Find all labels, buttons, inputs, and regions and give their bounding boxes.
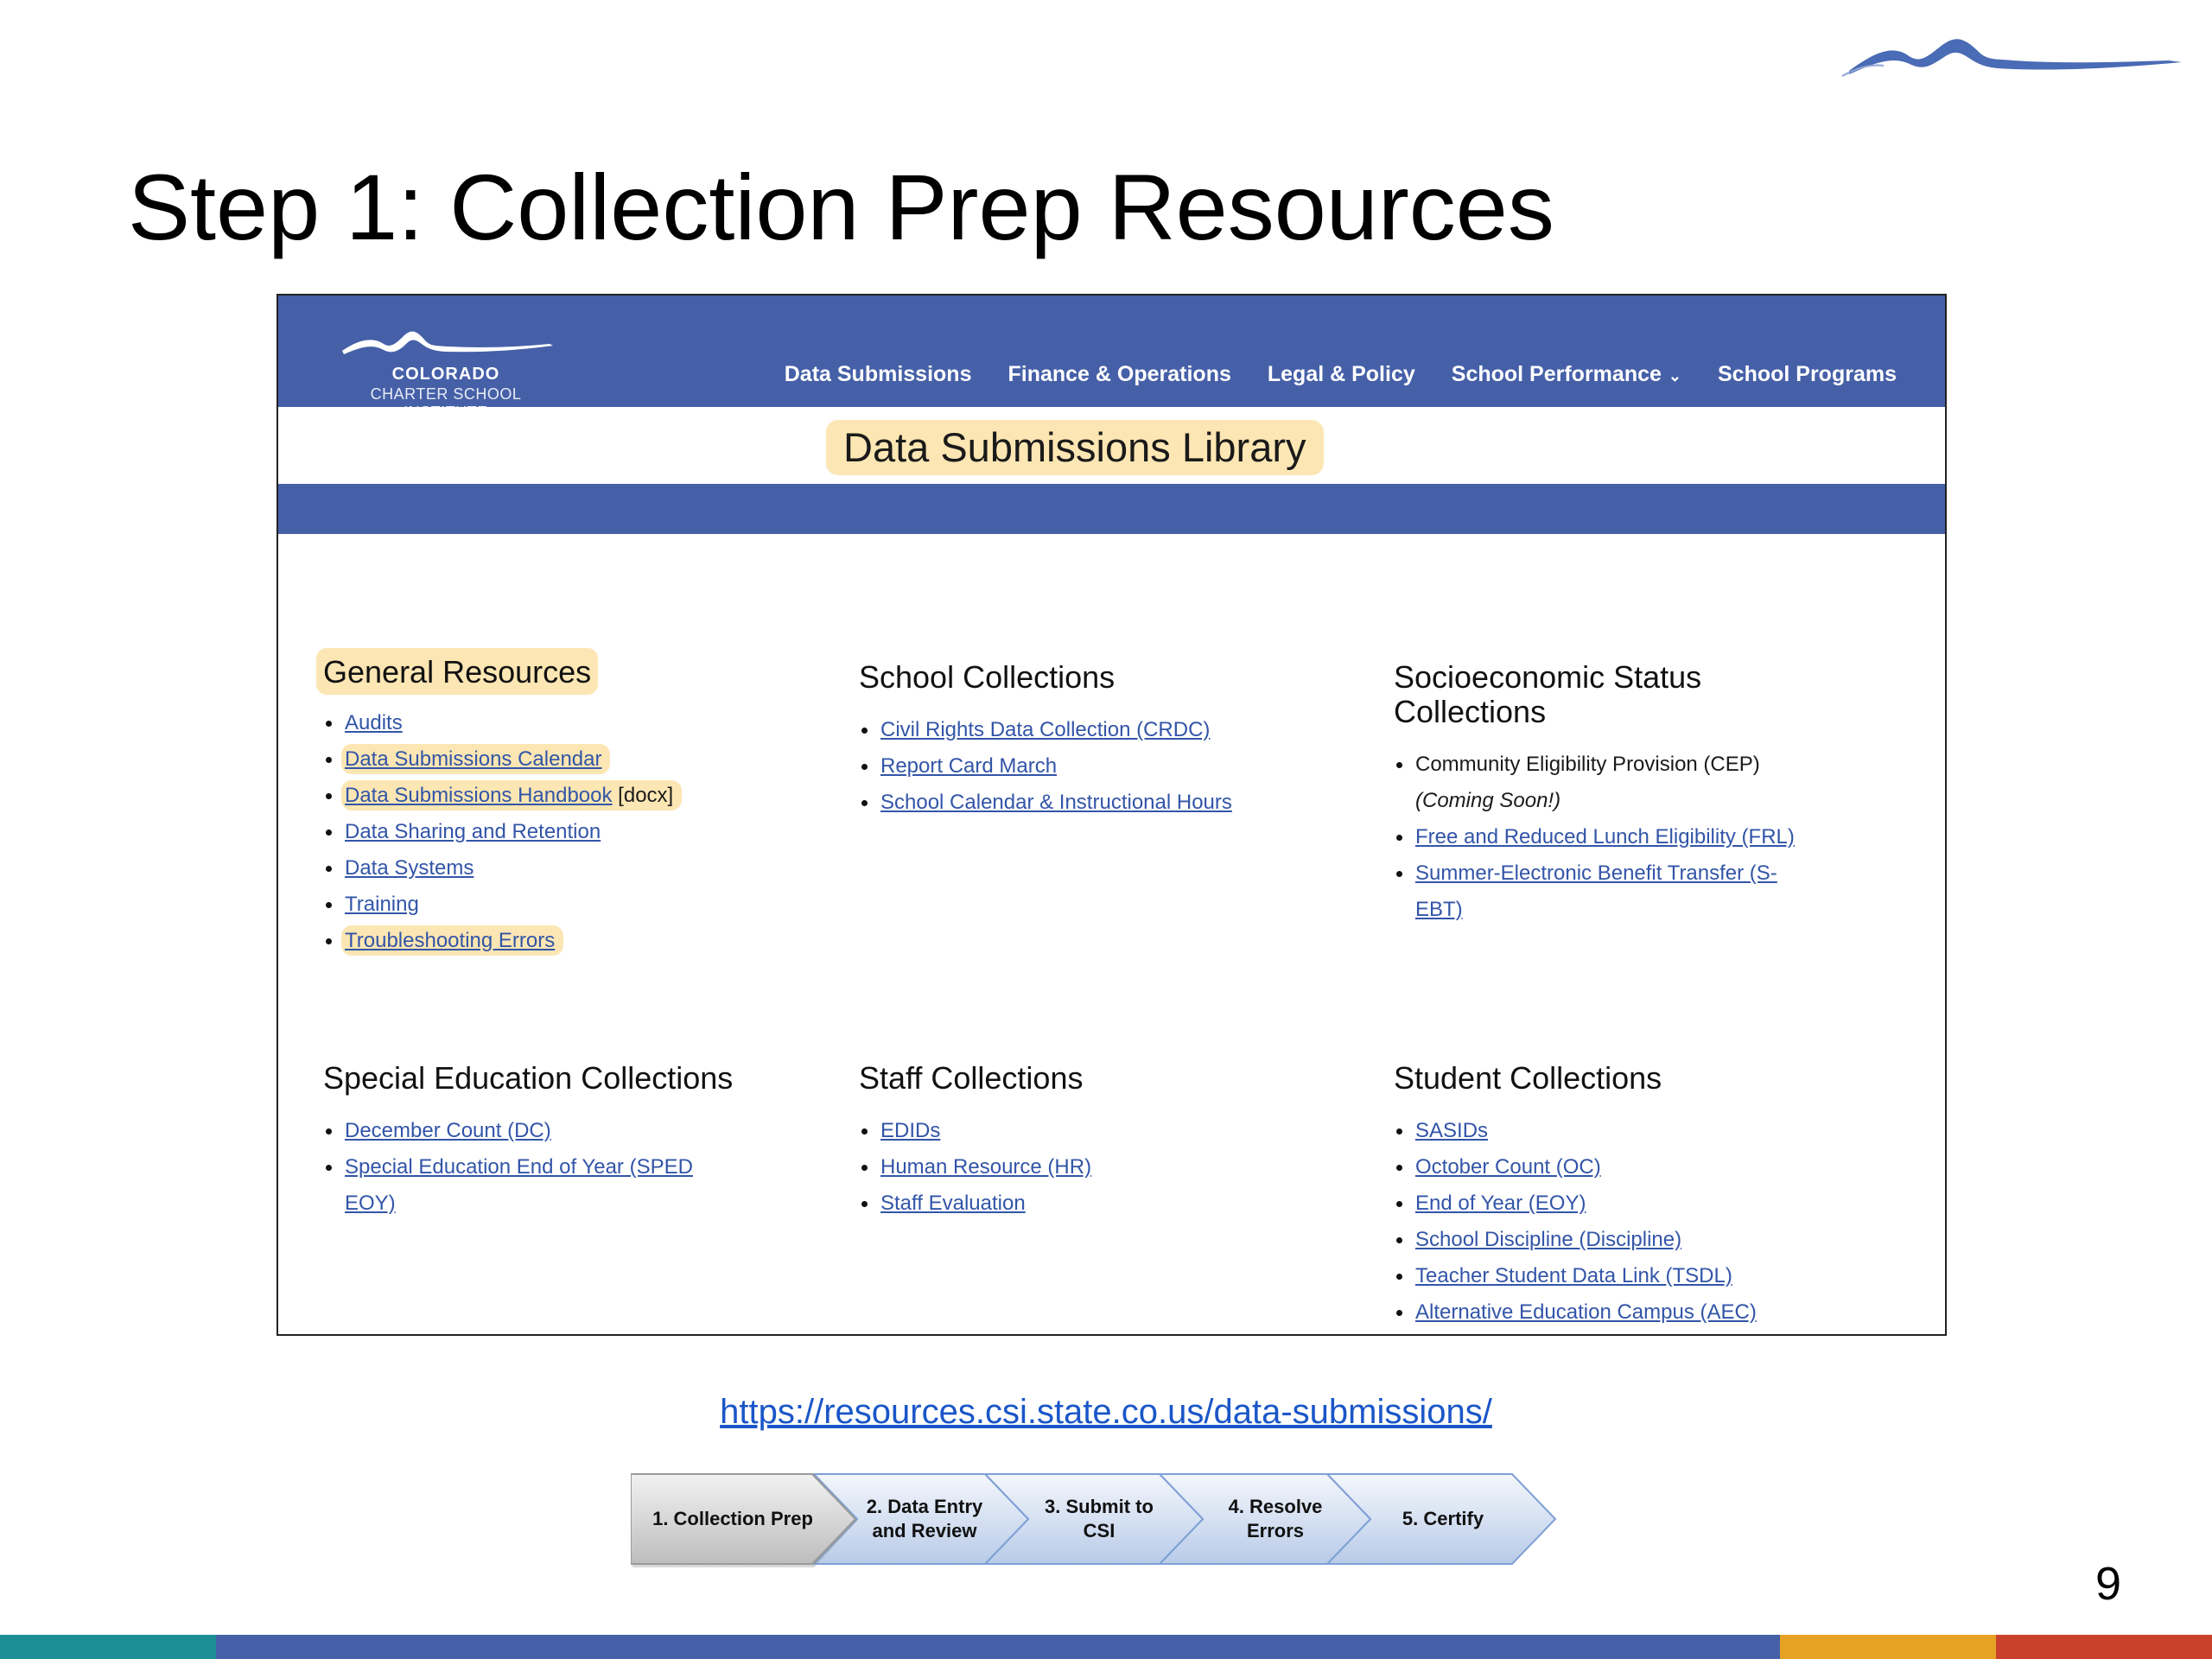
footer-segment-gold bbox=[1780, 1635, 1996, 1659]
section-title: Special Education Collections bbox=[323, 1060, 734, 1096]
step-5-label: 5. Certify bbox=[1402, 1508, 1484, 1529]
section-title-line2: Collections bbox=[1394, 694, 1547, 729]
list-item bbox=[1394, 1258, 1912, 1294]
blue-band bbox=[278, 484, 1945, 534]
list-item bbox=[323, 850, 807, 887]
step-1-collection-prep[interactable] bbox=[631, 1472, 835, 1566]
footer-segment-teal bbox=[0, 1635, 216, 1659]
link-sasids[interactable]: SASIDs bbox=[1415, 1119, 1489, 1142]
link-sebt-line1: Summer-Electronic Benefit Transfer (S- bbox=[1415, 861, 1777, 885]
link-sebt[interactable] bbox=[1415, 861, 1777, 921]
section-socioeconomic-status bbox=[1394, 660, 1912, 928]
link-audits[interactable]: Audits bbox=[345, 711, 403, 734]
logo-text-colorado: COLORADO bbox=[391, 365, 500, 384]
link-staff-evaluation[interactable]: Staff Evaluation bbox=[880, 1192, 1026, 1215]
section-title-line1: Socioeconomic Status bbox=[1394, 659, 1702, 695]
coming-soon-note: (Coming Soon!) bbox=[1415, 789, 1561, 812]
step-3-submit-to-csi[interactable] bbox=[1021, 1472, 1177, 1566]
link-december-count[interactable]: December Count (DC) bbox=[345, 1119, 551, 1142]
section-title: Staff Collections bbox=[859, 1060, 1084, 1096]
list-item bbox=[859, 1113, 1360, 1149]
list-item bbox=[323, 814, 807, 850]
website-screenshot bbox=[276, 294, 1947, 1336]
nav-school-programs[interactable]: School Programs bbox=[1718, 362, 1897, 386]
list-item bbox=[1394, 1113, 1912, 1149]
footer-segment-blue bbox=[216, 1635, 1780, 1659]
step-4-resolve-errors[interactable] bbox=[1198, 1472, 1353, 1566]
step-1-label: 1. Collection Prep bbox=[652, 1508, 813, 1529]
step-4-label-line1: 4. Resolve bbox=[1228, 1496, 1323, 1517]
link-data-systems[interactable]: Data Systems bbox=[345, 856, 474, 880]
file-type-label: [docx] bbox=[612, 784, 674, 807]
section-staff-collections bbox=[859, 1061, 1360, 1222]
section-title: Student Collections bbox=[1394, 1060, 1662, 1096]
link-school-discipline[interactable]: School Discipline (Discipline) bbox=[1415, 1228, 1682, 1251]
list-item bbox=[1394, 855, 1912, 928]
list-item bbox=[859, 712, 1360, 748]
link-data-submissions-calendar[interactable]: Data Submissions Calendar bbox=[345, 747, 602, 771]
list-item bbox=[323, 923, 807, 959]
link-human-resource[interactable]: Human Resource (HR) bbox=[880, 1155, 1092, 1179]
list-item bbox=[1394, 747, 1912, 819]
link-october-count[interactable]: October Count (OC) bbox=[1415, 1155, 1601, 1179]
link-data-sharing-retention[interactable]: Data Sharing and Retention bbox=[345, 820, 601, 843]
nav-finance-operations[interactable]: Finance & Operations bbox=[1007, 362, 1231, 386]
list-item bbox=[1394, 1149, 1912, 1185]
footer-segment-red bbox=[1996, 1635, 2212, 1659]
nav-school-performance[interactable] bbox=[1452, 362, 1681, 387]
footer-color-bar bbox=[0, 1635, 2212, 1659]
link-data-submissions-handbook[interactable]: Data Submissions Handbook bbox=[345, 784, 613, 807]
step-2-label-line1: 2. Data Entry bbox=[866, 1496, 983, 1517]
list-item bbox=[859, 1185, 1360, 1222]
logo-text-csi: CHARTER SCHOOL bbox=[370, 385, 522, 403]
link-aec[interactable]: Alternative Education Campus (AEC) bbox=[1415, 1300, 1757, 1324]
csi-mountain-logo bbox=[1840, 26, 2186, 86]
link-frl[interactable]: Free and Reduced Lunch Eligibility (FRL) bbox=[1415, 825, 1795, 849]
step-4-label-line2: Errors bbox=[1246, 1520, 1305, 1541]
list-item bbox=[323, 887, 807, 923]
chevron-down-icon: ⌄ bbox=[1668, 367, 1681, 385]
link-sebt-line2: EBT) bbox=[1415, 898, 1463, 921]
section-general-resources bbox=[323, 648, 807, 959]
link-sped-eoy-line1: Special Education End of Year (SPED bbox=[345, 1155, 693, 1179]
library-title: Data Submissions Library bbox=[826, 420, 1324, 475]
list-item bbox=[859, 748, 1360, 785]
step-2-data-entry[interactable] bbox=[847, 1472, 1002, 1566]
nav-legal-policy[interactable]: Legal & Policy bbox=[1267, 362, 1415, 386]
section-school-collections bbox=[859, 660, 1360, 821]
step-2-label-line2: and Review bbox=[872, 1520, 977, 1541]
list-item bbox=[323, 778, 807, 814]
list-item bbox=[859, 785, 1360, 821]
link-training[interactable]: Training bbox=[345, 893, 419, 916]
csi-site-logo[interactable] bbox=[334, 325, 558, 403]
link-end-of-year[interactable]: End of Year (EOY) bbox=[1415, 1192, 1586, 1215]
nav-links bbox=[785, 362, 1897, 387]
section-title: School Collections bbox=[859, 659, 1116, 695]
link-school-calendar[interactable]: School Calendar & Instructional Hours bbox=[880, 791, 1232, 814]
step-3-label-line2: CSI bbox=[1083, 1520, 1116, 1541]
list-item bbox=[1394, 1185, 1912, 1222]
link-sped-eoy-line2: EOY) bbox=[345, 1192, 396, 1215]
section-student-collections bbox=[1394, 1061, 1912, 1331]
list-item bbox=[323, 1113, 842, 1149]
link-tsdl[interactable]: Teacher Student Data Link (TSDL) bbox=[1415, 1264, 1732, 1287]
link-sped-eoy[interactable] bbox=[345, 1155, 693, 1215]
link-troubleshooting-errors[interactable]: Troubleshooting Errors bbox=[345, 929, 556, 952]
list-item bbox=[323, 741, 807, 778]
step-5-certify[interactable] bbox=[1365, 1472, 1521, 1566]
site-nav-bar bbox=[278, 296, 1945, 407]
list-item bbox=[323, 1149, 842, 1222]
nav-data-submissions[interactable]: Data Submissions bbox=[784, 362, 972, 386]
list-item bbox=[859, 1149, 1360, 1185]
section-title: General Resources bbox=[316, 648, 598, 695]
nav-school-performance-label: School Performance bbox=[1451, 362, 1662, 386]
list-item bbox=[1394, 1222, 1912, 1258]
slide-title: Step 1: Collection Prep Resources bbox=[128, 155, 1554, 259]
link-report-card-march[interactable]: Report Card March bbox=[880, 754, 1058, 778]
link-crdc[interactable]: Civil Rights Data Collection (CRDC) bbox=[880, 718, 1211, 741]
list-item bbox=[1394, 1294, 1912, 1331]
step-3-label-line1: 3. Submit to bbox=[1045, 1496, 1154, 1517]
cep-label: Community Eligibility Provision (CEP) bbox=[1415, 753, 1760, 776]
mountain-logo-icon bbox=[334, 325, 558, 359]
list-item bbox=[323, 705, 807, 741]
section-special-education bbox=[323, 1061, 842, 1222]
list-item bbox=[1394, 819, 1912, 855]
process-steps bbox=[631, 1472, 1560, 1569]
link-edids[interactable]: EDIDs bbox=[880, 1119, 941, 1142]
page-number: 9 bbox=[2094, 1558, 2121, 1610]
resources-url-link[interactable]: https://resources.csi.state.co.us/data-submissions/ bbox=[720, 1393, 1492, 1431]
